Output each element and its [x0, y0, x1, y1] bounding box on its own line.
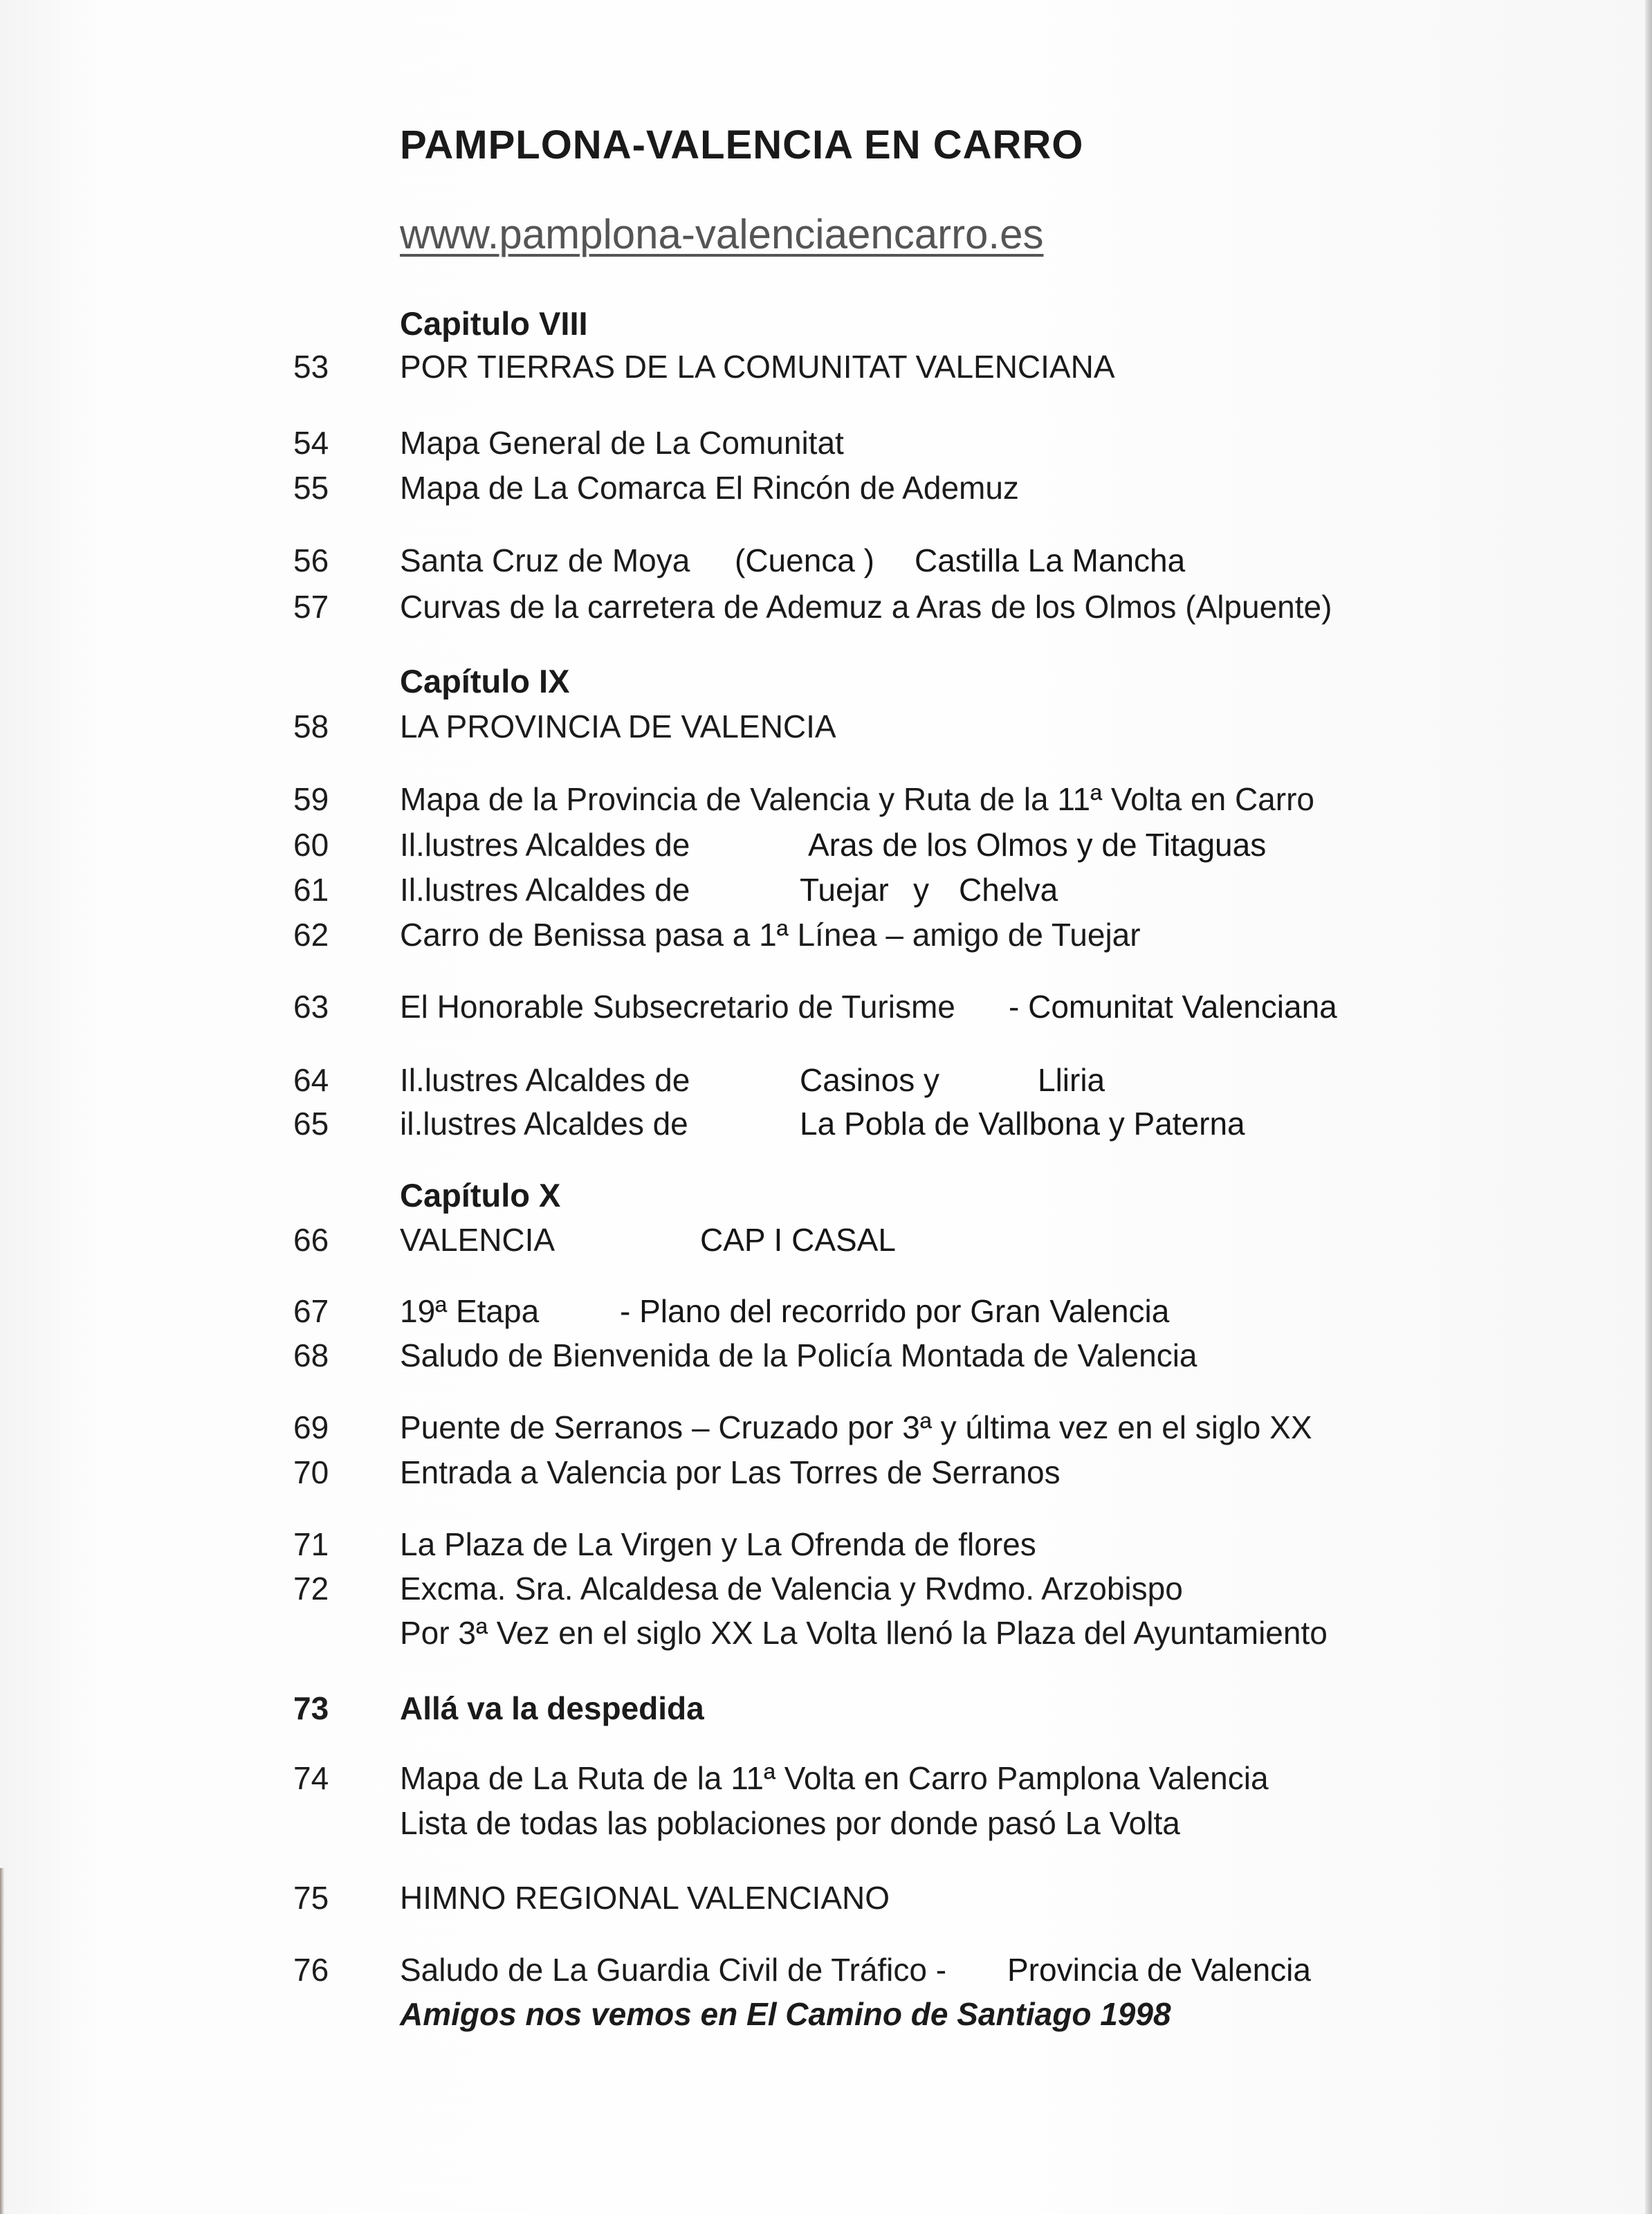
- chapter-heading-x: Capítulo X: [400, 1177, 561, 1214]
- closing-line: [0, 1995, 1652, 2037]
- entry-title: Curvas de la carretera de Ademuz a Aras de los Olmos (Alpuente): [400, 589, 1332, 625]
- page-number: 71: [293, 1526, 329, 1562]
- page-number: 69: [293, 1409, 329, 1445]
- toc-entry-70: [0, 1454, 1652, 1495]
- page-number: 62: [293, 917, 329, 953]
- entry-title: Il.lustres Alcaldes de: [400, 872, 690, 908]
- toc-entry-63: [0, 988, 1652, 1030]
- entry-title: LA PROVINCIA DE VALENCIA: [400, 708, 836, 744]
- entry-title: POR TIERRAS DE LA COMUNITAT VALENCIANA: [400, 349, 1115, 385]
- entry-title: il.lustres Alcaldes de: [400, 1106, 688, 1142]
- toc-entry-75: [0, 1879, 1652, 1921]
- entry-places: La Pobla de Vallbona y Paterna: [800, 1106, 1245, 1142]
- toc-entry-58: [0, 708, 1652, 749]
- entry-title: Saludo de La Guardia Civil de Tráfico -: [400, 1952, 947, 1988]
- toc-entry-67: [0, 1292, 1652, 1334]
- page-number: 73: [293, 1690, 329, 1726]
- page-number: 68: [293, 1337, 329, 1373]
- entry-title: Saludo de Bienvenida de la Policía Montada de Valencia: [400, 1337, 1197, 1373]
- toc-entry-74: [0, 1759, 1652, 1801]
- entry-title: Santa Cruz de Moya: [400, 542, 690, 578]
- entry-title: Mapa de La Ruta de la 11ª Volta en Carro Pamplona Valencia: [400, 1760, 1269, 1796]
- entry-title: VALENCIA: [400, 1222, 556, 1258]
- page-number: 76: [293, 1952, 329, 1988]
- toc-entry-60: [0, 826, 1652, 868]
- entry-organization: - Comunitat Valenciana: [1009, 989, 1337, 1025]
- entry-subtitle: CAP I CASAL: [700, 1222, 896, 1258]
- entry-title: Il.lustres Alcaldes de: [400, 1062, 690, 1098]
- entry-title: El Honorable Subsecretario de Turisme: [400, 989, 955, 1025]
- website-link[interactable]: www.pamplona-valenciaencarro.es: [400, 211, 1044, 257]
- page-number: 57: [293, 589, 329, 625]
- entry-place-1: Casinos y: [800, 1062, 939, 1098]
- page-number: 61: [293, 872, 329, 908]
- page-number: 64: [293, 1062, 329, 1098]
- page-number: 75: [293, 1880, 329, 1916]
- toc-entry-54: [0, 424, 1652, 466]
- chapter-heading-ix: Capítulo IX: [400, 663, 570, 699]
- page-number: 63: [293, 989, 329, 1025]
- page-number: 53: [293, 349, 329, 385]
- toc-entry-73: [0, 1690, 1652, 1731]
- toc-entry-76: [0, 1951, 1652, 1993]
- entry-title: Mapa General de La Comunitat: [400, 425, 844, 461]
- page-number: 65: [293, 1106, 329, 1142]
- entry-place-1: Tuejar: [800, 872, 889, 908]
- toc-entry-66: [0, 1221, 1652, 1263]
- entry-province: (Cuenca ): [735, 542, 874, 578]
- page-number: 54: [293, 425, 329, 461]
- toc-entry-68: [0, 1337, 1652, 1378]
- page-number: 72: [293, 1571, 329, 1607]
- page-number: 60: [293, 827, 329, 863]
- entry-title: La Plaza de La Virgen y La Ofrenda de flores: [400, 1526, 1036, 1562]
- page-number: 70: [293, 1454, 329, 1490]
- entry-title: Carro de Benissa pasa a 1ª Línea – amigo de Tuejar: [400, 917, 1141, 953]
- entry-title: Mapa de la Provincia de Valencia y Ruta de la 11ª Volta en Carro: [400, 781, 1314, 817]
- toc-entry-62: [0, 916, 1652, 958]
- toc-entry-69: [0, 1409, 1652, 1450]
- toc-entry-57: [0, 588, 1652, 630]
- entry-title: HIMNO REGIONAL VALENCIANO: [400, 1880, 890, 1916]
- toc-entry-74-continuation: [0, 1804, 1652, 1846]
- toc-entry-55: [0, 469, 1652, 511]
- entry-description: - Plano del recorrido por Gran Valencia: [620, 1293, 1170, 1329]
- page-number: 56: [293, 542, 329, 578]
- entry-conjunction: y: [913, 872, 929, 908]
- toc-entry-72-continuation: [0, 1614, 1652, 1656]
- page-number: 66: [293, 1222, 329, 1258]
- chapter-heading-viii: Capitulo VIII: [400, 305, 588, 342]
- document-title: PAMPLONA-VALENCIA EN CARRO: [400, 122, 1084, 167]
- page-number: 58: [293, 708, 329, 744]
- entry-province: Provincia de Valencia: [1007, 1952, 1311, 1988]
- entry-region: Castilla La Mancha: [915, 542, 1186, 578]
- page-number: 55: [293, 470, 329, 506]
- toc-entry-56: [0, 542, 1652, 583]
- toc-entry-59: [0, 780, 1652, 822]
- entry-title-line-2: Lista de todas las poblaciones por donde pasó La Volta: [400, 1805, 1180, 1841]
- page-number: 59: [293, 781, 329, 817]
- entry-title: Allá va la despedida: [400, 1690, 704, 1726]
- toc-entry-72: [0, 1570, 1652, 1611]
- page-number: 74: [293, 1760, 329, 1796]
- entry-title: 19ª Etapa: [400, 1293, 540, 1329]
- toc-entry-71: [0, 1526, 1652, 1567]
- entry-place-2: Chelva: [959, 872, 1058, 908]
- entry-place-2: Lliria: [1038, 1062, 1105, 1098]
- entry-title-line-2: Por 3ª Vez en el siglo XX La Volta llenó la Plaza del Ayuntamiento: [400, 1615, 1328, 1651]
- closing-message: Amigos nos vemos en El Camino de Santiago 1998: [400, 1996, 1171, 2032]
- entry-places: Aras de los Olmos y de Titaguas: [808, 827, 1267, 863]
- entry-title: Excma. Sra. Alcaldesa de Valencia y Rvdmo. Arzobispo: [400, 1571, 1183, 1607]
- toc-entry-65: [0, 1105, 1652, 1146]
- toc-entry-64: [0, 1061, 1652, 1103]
- page-number: 67: [293, 1293, 329, 1329]
- entry-title: Entrada a Valencia por Las Torres de Serranos: [400, 1454, 1061, 1490]
- entry-title: Mapa de La Comarca El Rincón de Ademuz: [400, 470, 1019, 506]
- entry-title: Puente de Serranos – Cruzado por 3ª y última vez en el siglo XX: [400, 1409, 1312, 1445]
- entry-title: Il.lustres Alcaldes de: [400, 827, 690, 863]
- toc-entry-61: [0, 871, 1652, 913]
- toc-entry-53: [0, 348, 1652, 390]
